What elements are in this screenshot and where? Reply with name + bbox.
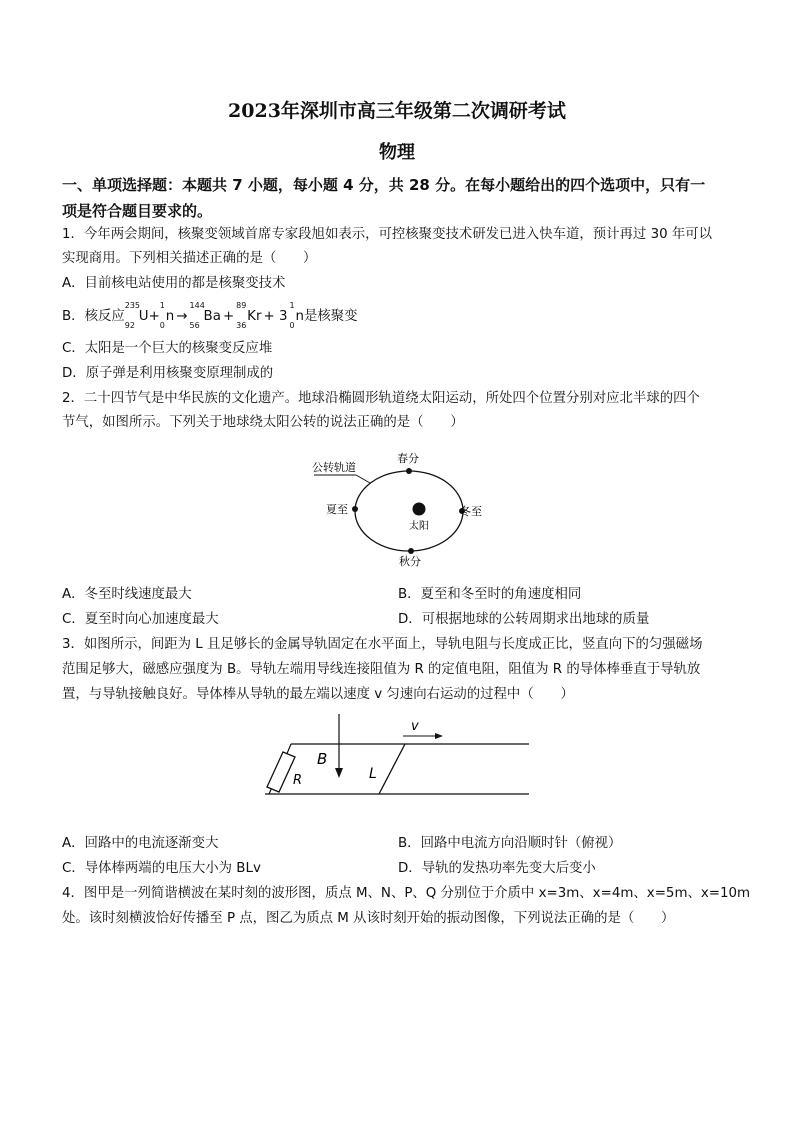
q2-option-a: A．冬至时线速度最大 <box>62 587 192 602</box>
n-atomic-number: 0 <box>159 321 165 330</box>
section-heading-line2: 项是符合题目要求的。 <box>62 202 213 220</box>
orbit-figure <box>300 445 500 570</box>
velocity-arrow-head <box>435 733 443 739</box>
q1-option-b-suffix: 是核聚变 <box>303 309 358 324</box>
exam-title: 2023年深圳市高三年级第二次调研考试 <box>228 100 566 122</box>
q1-option-c: C．太阳是一个巨大的核聚变反应堆 <box>62 341 273 356</box>
label-resistor: R <box>293 773 303 788</box>
reaction-arrow: → <box>176 309 188 324</box>
orbit-label: 公转轨道 <box>312 461 356 474</box>
plus-sign: + <box>148 309 160 324</box>
u-symbol: U <box>138 309 149 324</box>
nuclide-neutron-2 <box>289 301 304 330</box>
resistor-symbol <box>267 752 295 792</box>
q2-option-b: B．夏至和冬至时的角速度相同 <box>398 587 582 602</box>
sun <box>413 503 426 516</box>
u-mass-number: 235 <box>124 301 141 310</box>
q3-stem-line1: 3．如图所示，间距为 L 且足够长的金属导轨固定在水平面上，导轨电阻与长度成正比，竖直向下的匀强磁场 <box>62 637 703 652</box>
label-spring: 春分 <box>397 452 419 465</box>
nuclide-neutron <box>159 301 175 330</box>
u-atomic-number: 92 <box>124 321 135 330</box>
field-arrow-head <box>335 768 343 778</box>
label-length: L <box>369 766 377 782</box>
q1-option-a: A．目前核电站使用的都是核聚变技术 <box>62 276 286 291</box>
n2-atomic-number: 0 <box>289 321 295 330</box>
q2-option-c: C．夏至时向心加速度最大 <box>62 612 219 627</box>
q4-stem-line1: 4．图甲是一列简谐横波在某时刻的波形图，质点 M、N、P、Q 分别位于介质中 x=3m、x=4m、x=5m、x=10m <box>62 886 751 901</box>
label-sun: 太阳 <box>409 521 429 532</box>
q1-option-b <box>62 301 358 330</box>
plus-three: + 3 <box>263 309 288 324</box>
ba-atomic-number: 56 <box>189 321 200 330</box>
orbit-ellipse <box>355 471 463 551</box>
n-symbol: n <box>165 309 175 324</box>
orbit-label-leader <box>356 475 370 483</box>
kr-atomic-number: 36 <box>236 321 247 330</box>
label-autumn: 秋分 <box>399 555 421 568</box>
label-field: B <box>317 750 328 768</box>
q1-option-d: D．原子弹是利用核聚变原理制成的 <box>62 366 274 381</box>
q3-stem-line3: 置，与导轨接触良好。导体棒从导轨的最左端以速度 v 匀速向右运动的过程中（ ） <box>62 687 574 702</box>
section-heading-line1: 一、单项选择题：本题共 7 小题，每小题 4 分，共 28 分。在每小题给出的四个选项中，只有一 <box>62 176 706 194</box>
earth-spring <box>406 468 412 474</box>
q3-option-b: B．回路中电流方向沿顺时针（俯视） <box>398 836 622 851</box>
nuclide-ba144 <box>189 301 221 330</box>
label-velocity: v <box>411 719 419 734</box>
q2-stem-line2: 节气，如图所示。下列关于地球绕太阳公转的说法正确的是（ ） <box>62 415 464 430</box>
q3-stem-line2: 范围足够大，磁感应强度为 B。导轨左端用导线连接阻值为 R 的定值电阻，阻值为 R 的导体棒垂直于导轨放 <box>62 662 701 677</box>
conductor-rod <box>379 744 405 794</box>
nuclide-u235 <box>124 301 149 330</box>
n2-symbol: n <box>295 309 304 324</box>
ba-mass-number: 144 <box>189 301 205 310</box>
nuclide-kr89 <box>236 301 262 330</box>
kr-mass-number: 89 <box>236 301 247 310</box>
subject-title: 物理 <box>379 142 415 163</box>
q2-stem-line1: 2．二十四节气是中华民族的文化遗产。地球沿椭圆形轨道绕太阳运动，所处四个位置分别对应北半球的四个 <box>62 391 700 406</box>
n2-mass-number: 1 <box>289 301 295 310</box>
q3-option-c: C．导体棒两端的电压大小为 BLv <box>62 861 261 876</box>
n-mass-number: 1 <box>159 301 165 310</box>
q1-option-b-prefix: B．核反应 <box>62 309 125 324</box>
q3-option-d: D．导轨的发热功率先变大后变小 <box>398 861 596 876</box>
q2-option-d: D．可根据地球的公转周期求出地球的质量 <box>398 612 650 627</box>
label-summer: 夏至 <box>326 503 348 516</box>
label-winter: 冬至 <box>460 505 482 518</box>
plus-sign: + <box>222 309 235 324</box>
q1-stem-line1: 1．今年两会期间，核聚变领域首席专家段旭如表示，可控核聚变技术研发已进入快车道，预计再过 30 年可以 <box>62 227 713 242</box>
section-heading <box>62 172 740 224</box>
q4-stem-line2: 处。该时刻横波恰好传播至 P 点，图乙为质点 M 从该时刻开始的振动图像，下列说法正确的是（ ） <box>62 911 675 926</box>
earth-summer <box>352 506 358 512</box>
ba-symbol: Ba <box>203 309 221 324</box>
q1-stem-line2: 实现商用。下列相关描述正确的是（ ） <box>62 251 317 266</box>
earth-autumn <box>408 548 414 554</box>
q3-option-a: A．回路中的电流逐渐变大 <box>62 836 219 851</box>
rail-figure <box>255 712 535 812</box>
kr-symbol: Kr <box>247 309 262 324</box>
